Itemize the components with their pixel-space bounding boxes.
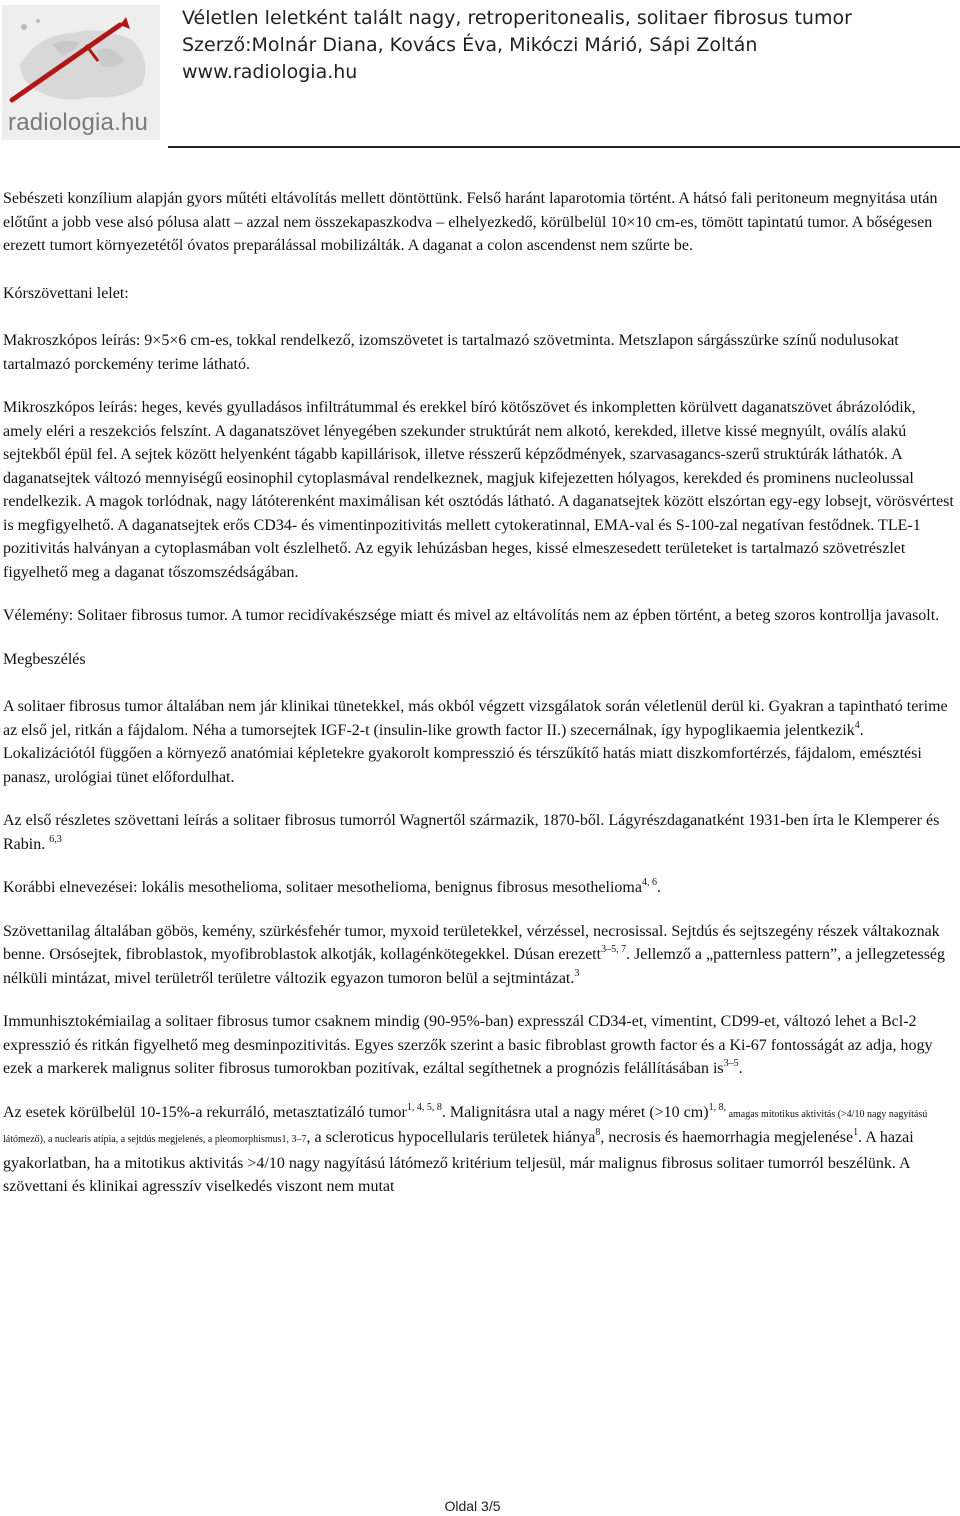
paragraph-microscopic: Mikroszkópos leírás: heges, kevés gyulladásos infiltrátummal és erekkel bíró kötőszövet és inkompletten körülvett daganatszövet ábrázolódik, amely eléri a reszekciós felszínt. A daganatszövet lényegében szekunder struktúrát nem alkotó, kerekded, illetve kissé megnyúlt, oválís alakú sejtekből épül fel. A sejtek között helyenként tágabb kapillárisok, illetve résszerű képződmények, szarvasagancs-szerű struktúrák láthatók. A daganatsejtek változó mennyiségű eosinophil cytoplasmával rendelkeznek, magjuk kifejezetten hólyagos, kerekded és prominens nucleolussal rendelkezik. A magok torlódnak, nagy látóterenként maximálisan két osztódás látható. A daganatsejtek között elszórtan egy-egy lobsejt, vörösvértest is megfigyelhető. A daganatsejtek erős CD34- és vimentinpozitivitás mellett cytokeratinnal, EMA-val és S-100-zal negatívan festődnek. TLE-1 pozitivitás halványan a cytoplasmában volt észlelhető. Az egyik lehúzásban heges, kissé elmeszesedett területeket is tartalmazó szövetrészlet figyelhető meg a daganat tőszomszédságában. [3,399,954,581]
paragraph-malignancy: Az esetek körülbelül 10-15%-a rekurráló, metasztatizáló tumor$^{1, 4, 5, 8}$. Malignitásra utal a nagy méret (>10 cm)$^{1, 8,}$ amagas mitotikus aktivitás (>4/10 nagy nagyítású látómező), a nuclearis atípia, a sejtdús megjelenés, a pleomorphismus1, 3–7, a scleroticus hypocellularis területek hiánya$^8$, necrosis és haemorrhagia megjelenése$^1$. A hazai gyakorlatban, ha a mitotikus aktivitás >4/10 nagy nagyítású látómező kritérium teljesül, már malignus fibrosus solitaer tumorról beszélünk. A szövettani és klinikai agresszív viselkedés viszont nem mutat [3,1101,928,1195]
radiologia-logo [2,5,160,140]
page-number: Oldal 3/5 [444,1498,501,1514]
small-inline-text: amagas mitotikus aktivitás (>4/10 nagy nagyítású látómező), a nuclearis atípia, a sejtdús megjelenés, a pleomorphismus1, 3–7 [3,1108,928,1145]
logo-text: radiologia.hu [8,109,149,136]
citation: 8 [595,1127,601,1138]
section-heading-discussion: Megbeszélés [3,650,86,668]
citation: 4, 6 [641,877,657,888]
paragraph-macroscopic: Makroszkópos leírás: 9×5×6 cm-es, tokkal rendelkező, izomszövetet is tartalmazó szövetminta. Metszlapon sárgásszürke színű nodulusokat tartalmazó porckemény terime látható. [3,332,899,373]
paragraph-pathology-heading: Kórszövettani lelet: [3,284,129,302]
citation: 4 [854,719,860,731]
paragraph-immunohistochemistry: Immunhisztokémiailag a solitaer fibrosus tumor csaknem mindig (90-95%-ban) expresszál CD34-et, vimentint, CD99-et, változó lehet a Bcl-2 expresszió és ritkán figyelhető meg desminpozitivitás. Egyes szerzők szerint a basic fibroblast growth factor és a Ki-67 fontosságát az adja, hogy ezek a markerek malignus soliter fibrosus tumorokban pozitívak, ezáltal segíthetnek a prognózis felállításában $is^{3-5}$. [3,1013,933,1077]
article-title: Véletlen leletként talált nagy, retroperitonealis, solitaer fibrosus tumor [182,7,852,29]
paragraph-clinical: A solitaer fibrosus tumor általában nem jár klinikai tünetekkel, más okból végzett vizsgálatok során véletlenül derül ki. Gyakran a tapintható terime az első jel, ritkán a fájdalom. Néha a tumorsejtek IGF-2-t (insulin-like growth factor II.) szecernálnak, így hypoglikaemia jelentkezik$^4$. Lokalizációtól függően a környező anatómiai képletekre gyakorolt kompresszió és térszűkítő hatás miatt diszkomfortérzés, fájdalom, emésztési panasz, urológiai tünet előfordulhat. [3,698,948,786]
header-divider [168,146,960,148]
citation: 1, 4, 5, 8 [406,1101,442,1113]
citation: 1, 8, [708,1101,727,1113]
paragraph-former-names: Korábbi elnevezései: lokális mesothelioma, solitaer mesothelioma, benignus fibrosus mesothelioma$^{4, 6}$. [3,877,661,896]
paragraph-history: Az első részletes szövettani leírás a solitaer fibrosus tumorról Wagnertől származik, 1870-ből. Lágyrészdaganatként 1931-ben írta le Klemperer és Rabin. $^{6,3}$ [3,812,940,853]
header-text [182,5,852,86]
page-header [0,0,960,150]
site-link[interactable]: www.radiologia.hu [182,61,358,83]
citation: 6,3 [49,833,62,845]
paragraph-opinion: Vélemény: Solitaer fibrosus tumor. A tumor recidívakészsége miatt és mivel az eltávolítás nem az épben történt, a beteg szoros kontrollja javasolt. [3,607,940,624]
citation: 3–5, 7 [601,944,627,955]
citation: 1 [853,1127,859,1138]
citation: 3–5 [723,1058,739,1069]
paragraph-surgery: Sebészeti konzílium alapján gyors műtéti eltávolítás mellett döntöttünk. Felső haránt laparotomia történt. A hátsó fali peritoneum megnyitása után előtűnt a jobb vese alsó pólusa alatt – azzal nem összekapaszkodva – elhelyezkedő, körülbelül 10×10 cm-es, tömött tapintatú tumor. A bőségesen erezett tumort környezetétől óvatos preparálással mobilizálták. A daganat a colon ascendenst nem szűrte be. [3,190,938,254]
citation: 3 [574,967,580,979]
article-body [3,187,958,1199]
article-authors: Szerző:Molnár Diana, Kovács Éva, Mikóczi Márió, Sápi Zoltán [182,34,758,56]
paragraph-histology: Szövettanilag általában göbös, kemény, szürkésfehér tumor, myxoid területekkel, vérzéssel, necrosissal. Sejtdús és sejtszegény részek váltakoznak benne. Orsósejtek, fibroblastok, myofibroblastok alkotják, kollagénkötegekkel. Dúsan erezett$^{3-5, 7}$. Jellemző a „patternless pattern”, a jellegzetesség nélküli mintázat, mivel területről területre változik egyazon tumoron belül a sejtmintázat.$^3$ [3,922,946,987]
